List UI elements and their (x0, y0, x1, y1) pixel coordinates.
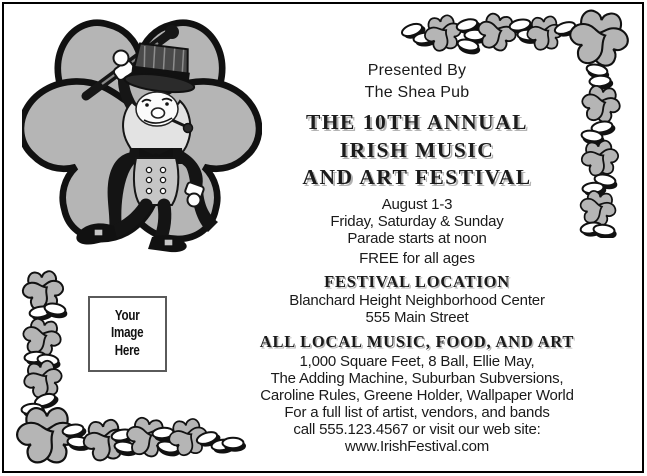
admission-note: FREE for all ages (359, 249, 475, 267)
image-placeholder[interactable] (88, 296, 167, 372)
venue-name: Blanchard Height Neighborhood Center (289, 291, 545, 309)
coin-icon (593, 224, 617, 238)
flyer-text-column (238, 60, 596, 455)
festival-title-line-1: THE 10TH ANNUAL (305, 110, 528, 134)
parade-note: Parade starts at noon (347, 229, 487, 247)
placeholder-line: Your (115, 307, 140, 324)
location-heading: FESTIVAL LOCATION (324, 271, 510, 291)
festival-title (238, 109, 596, 192)
leprechaun-illustration (22, 6, 262, 258)
lineup-line: 1,000 Square Feet, 8 Ball, Ellie May, (299, 352, 535, 370)
contact-line: call 555.123.4567 or visit our web site: (293, 420, 541, 438)
lineup-info-line: For a full list of artist, vendors, and bands (284, 403, 550, 421)
placeholder-line: Here (115, 342, 140, 359)
schedule-block (238, 196, 596, 269)
presenter-name: The Shea Pub (364, 84, 470, 101)
event-dates: August 1-3 (381, 195, 453, 213)
presented-by-label: Presented By (367, 62, 467, 79)
lineup-heading: ALL LOCAL MUSIC, FOOD, AND ART (259, 331, 575, 351)
event-days: Friday, Saturday & Sunday (330, 212, 504, 230)
lineup-line: The Adding Machine, Suburban Subversions, (270, 369, 564, 387)
lineup-line: Caroline Rules, Greene Holder, Wallpaper World (260, 386, 574, 404)
image-placeholder-text (111, 308, 143, 361)
venue-street: 555 Main Street (365, 308, 469, 326)
placeholder-line: Image (111, 325, 144, 342)
festival-title-line-3: AND ART FESTIVAL (302, 165, 532, 189)
website-url[interactable]: www.IrishFestival.com (344, 437, 490, 455)
festival-title-line-2: IRISH MUSIC (339, 137, 495, 162)
